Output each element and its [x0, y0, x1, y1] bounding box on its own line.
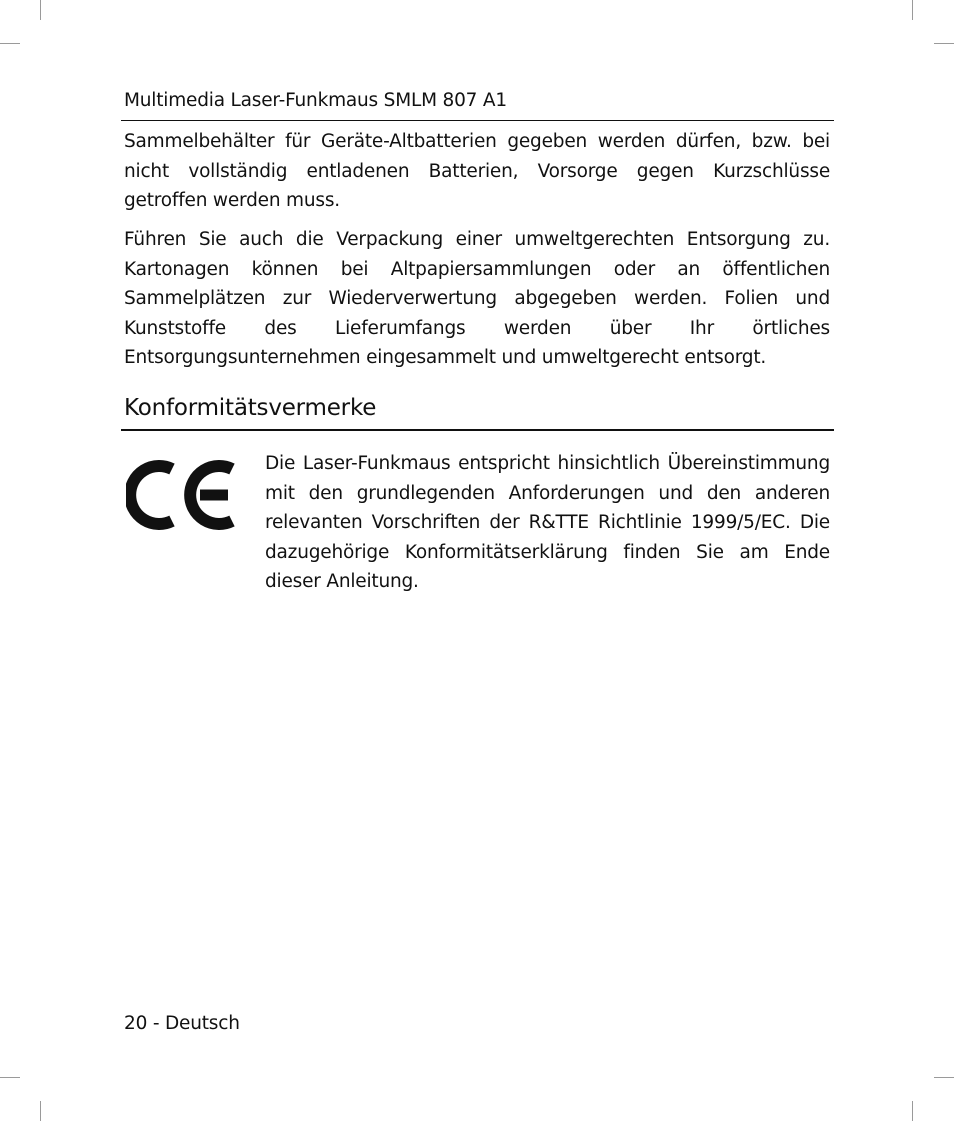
ce-mark-icon: [126, 456, 236, 534]
crop-mark-top-right-vertical: [912, 0, 913, 20]
paragraph-battery-disposal: Sammelbehälter für Geräte-Altbatterien gegeben werden dürfen, bzw. bei nicht vollständig entladenen Batterien, Vorsorge gegen Kurzschlüsse getroffen werden muss.: [124, 131, 830, 211]
crop-mark-top-left-horizontal: [0, 43, 20, 44]
crop-mark-bottom-left-vertical: [40, 1101, 41, 1121]
paragraph-packaging-disposal: Führen Sie auch die Verpackung einer umweltgerechten Entsorgung zu. Kartonagen können bei Altpapiersammlungen oder an öffentlichen Sammelplätzen zur Wiederverwertung abgegeben werden. Folien und Kunststoffe des Lieferumfangs werden über Ihr örtliches Entsorgungsunternehmen eingesammelt und umweltgerecht entsorgt.: [124, 229, 830, 368]
crop-mark-bottom-right-vertical: [912, 1101, 913, 1121]
section-divider: [121, 429, 834, 431]
conformity-text: Die Laser-Funkmaus entspricht hinsichtlich Übereinstimmung mit den grundlegenden Anforderungen und den anderen relevanten Vorschriften der R&TTE Richtlinie 1999/5/EC. Die dazugehörige Konformitätserklärung finden Sie am Ende dieser Anleitung.: [265, 453, 830, 592]
section-title: Konformitätsvermerke: [124, 395, 377, 421]
crop-mark-bottom-left-horizontal: [0, 1077, 20, 1078]
crop-mark-top-right-horizontal: [934, 43, 954, 44]
crop-mark-top-left-vertical: [40, 0, 41, 20]
running-header: Multimedia Laser-Funkmaus SMLM 807 A1: [124, 90, 507, 111]
page-footer: 20 - Deutsch: [124, 1013, 240, 1034]
header-divider: [121, 120, 834, 121]
crop-mark-bottom-right-horizontal: [934, 1077, 954, 1078]
